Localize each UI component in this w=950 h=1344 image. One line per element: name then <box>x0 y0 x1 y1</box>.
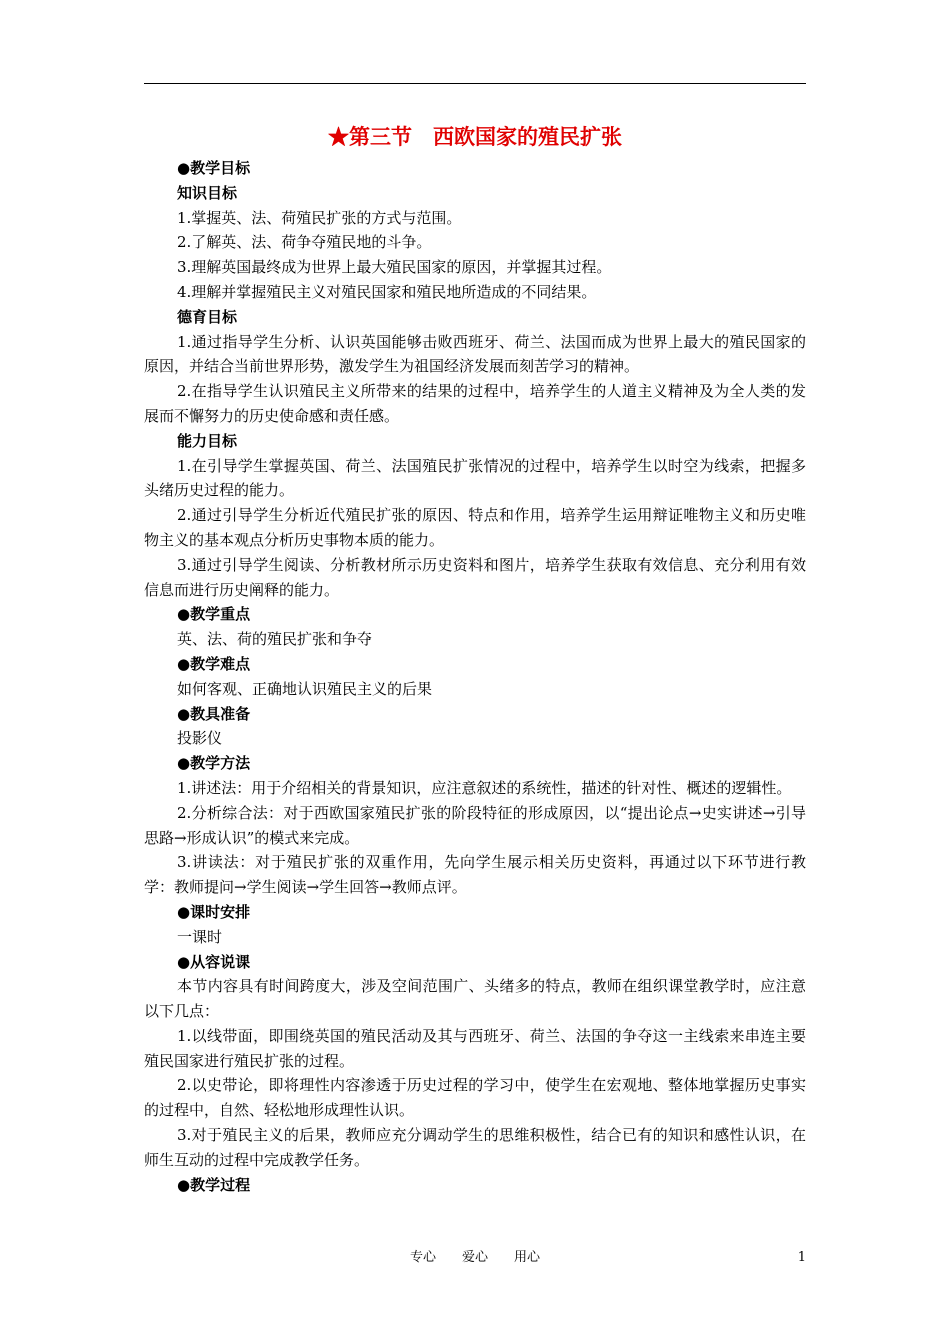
footer-motto: 专心 爱心 用心 <box>409 1250 540 1265</box>
paragraph: 本节内容具有时间跨度大，涉及空间范围广、头绪多的特点，教师在组织课堂教学时，应注意以下几点： <box>144 977 806 1021</box>
header-rule <box>144 83 806 84</box>
section-heading-methods: ●教学方法 <box>177 754 251 773</box>
paragraph: 2.以史带论，即将理性内容渗透于历史过程的学习中，使学生在宏观地、整体地掌握历史事实的过程中，自然、轻松地形成理性认识。 <box>144 1076 806 1120</box>
list-item: 2.了解英、法、荷争夺殖民地的斗争。 <box>177 233 432 252</box>
section-heading-tools: ●教具准备 <box>177 704 251 723</box>
paragraph: 3.通过引导学生阅读、分析教材所示历史资料和图片，培养学生获取有效信息、充分利用有效信息而进行历史阐释的能力。 <box>144 555 806 599</box>
subheading-ability: 能力目标 <box>177 431 238 450</box>
paragraph: 1.讲述法：用于介绍相关的背景知识，应注意叙述的系统性，描述的针对性、概述的逻辑性。 <box>177 778 792 797</box>
subheading-moral: 德育目标 <box>177 307 238 326</box>
section-heading-leisure: ●从容说课 <box>177 952 251 971</box>
list-item: 1.掌握英、法、荷殖民扩张的方式与范围。 <box>177 208 462 227</box>
paragraph: 2.分析综合法：对于西欧国家殖民扩张的阶段特征的形成原因，以“提出论点→史实讲述→引导思路→形成认识”的模式来完成。 <box>144 803 806 847</box>
section-text: 一课时 <box>177 927 223 946</box>
page-title: ★第三节 西欧国家的殖民扩张 <box>328 124 622 149</box>
paragraph: 1.在引导学生掌握英国、荷兰、法国殖民扩张情况的过程中，培养学生以时空为线索，把握多头绪历史过程的能力。 <box>144 456 806 500</box>
list-item: 3.理解英国最终成为世界上最大殖民国家的原因，并掌握其过程。 <box>177 258 612 277</box>
document-body <box>144 122 806 1197</box>
section-heading-schedule: ●课时安排 <box>177 902 251 921</box>
section-heading-difficulties: ●教学难点 <box>177 654 251 673</box>
section-text: 投影仪 <box>177 729 223 748</box>
page-number: 1 <box>797 1250 806 1265</box>
paragraph: 3.对于殖民主义的后果，教师应充分调动学生的思维积极性，结合已有的知识和感性认识，在师生互动的过程中完成教学任务。 <box>144 1126 806 1169</box>
section-heading-process: ●教学过程 <box>177 1175 251 1194</box>
section-text: 英、法、荷的殖民扩张和争夺 <box>177 630 373 649</box>
paragraph: 1.以线带面，即围绕英国的殖民活动及其与西班牙、荷兰、法国的争夺这一主线索来串连主要殖民国家进行殖民扩张的过程。 <box>144 1026 806 1070</box>
paragraph: 2.通过引导学生分析近代殖民扩张的原因、特点和作用，培养学生运用辩证唯物主义和历史唯物主义的基本观点分析历史事物本质的能力。 <box>144 506 806 549</box>
section-heading-goals: ●教学目标 <box>177 159 251 177</box>
subheading-knowledge: 知识目标 <box>177 183 238 202</box>
paragraph: 2.在指导学生认识殖民主义所带来的结果的过程中，培养学生的人道主义精神及为全人类的发展而不懈努力的历史使命感和责任感。 <box>144 382 806 425</box>
page-footer <box>0 1249 950 1267</box>
list-item: 4.理解并掌握殖民主义对殖民国家和殖民地所造成的不同结果。 <box>177 282 597 301</box>
section-text: 如何客观、正确地认识殖民主义的后果 <box>177 679 433 698</box>
paragraph: 3.讲读法：对于殖民扩张的双重作用，先向学生展示相关历史资料，再通过以下环节进行教学：教师提问→学生阅读→学生回答→教师点评。 <box>144 853 806 897</box>
section-heading-key-points: ●教学重点 <box>177 605 251 624</box>
paragraph: 1.通过指导学生分析、认识英国能够击败西班牙、荷兰、法国而成为世界上最大的殖民国家的原因，并结合当前世界形势，激发学生为祖国经济发展而刻苦学习的精神。 <box>144 332 806 376</box>
